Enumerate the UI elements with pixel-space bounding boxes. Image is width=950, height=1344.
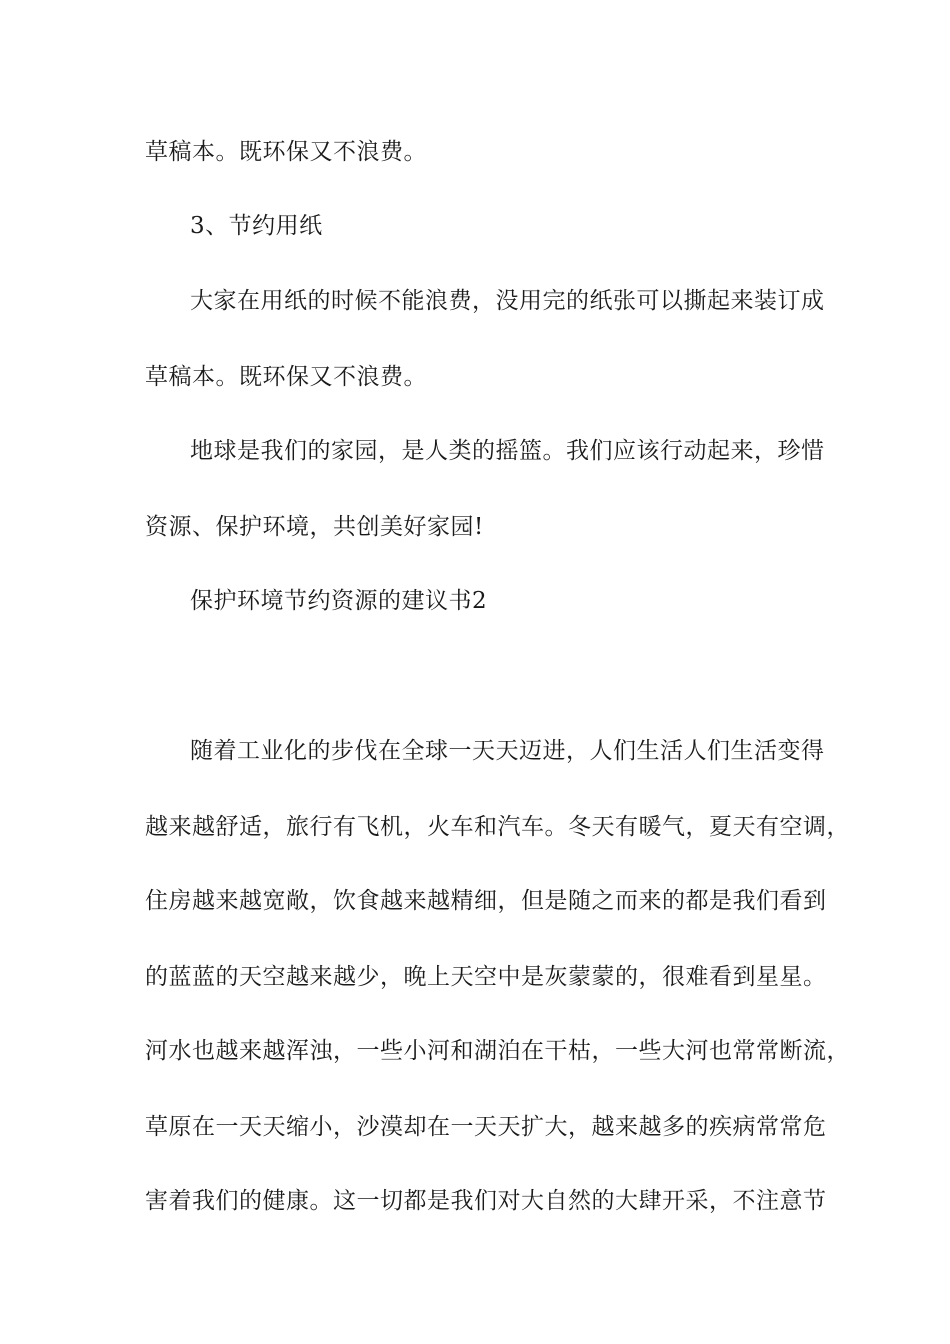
paragraph-line: 住房越来越宽敞，饮食越来越精细，但是随之而来的都是我们看到 bbox=[145, 888, 827, 914]
paragraph-line: 草稿本。既环保又不浪费。 bbox=[145, 364, 427, 390]
paragraph-line: 草稿本。既环保又不浪费。 bbox=[145, 139, 427, 165]
paragraph-line: 河水也越来越浑浊，一些小河和湖泊在干枯，一些大河也常常断流， bbox=[145, 1038, 850, 1064]
paragraph-line: 地球是我们的家园，是人类的摇篮。我们应该行动起来，珍惜 bbox=[190, 438, 825, 464]
paragraph-line: 害着我们的健康。这一切都是我们对大自然的大肆开采，不注意节 bbox=[145, 1188, 827, 1214]
paragraph-line: 随着工业化的步伐在全球一天天迈进，人们生活人们生活变得 bbox=[190, 738, 825, 764]
paragraph-line: 大家在用纸的时候不能浪费，没用完的纸张可以撕起来装订成 bbox=[190, 288, 825, 314]
document-title: 保护环境节约资源的建议书2 bbox=[190, 588, 488, 614]
section-heading: 3、节约用纸 bbox=[190, 213, 323, 239]
paragraph-line: 的蓝蓝的天空越来越少，晚上天空中是灰蒙蒙的，很难看到星星。 bbox=[145, 964, 827, 990]
paragraph-line: 越来越舒适，旅行有飞机，火车和汽车。冬天有暖气，夏天有空调， bbox=[145, 814, 850, 840]
paragraph-line: 草原在一天天缩小，沙漠却在一天天扩大，越来越多的疾病常常危 bbox=[145, 1114, 827, 1140]
paragraph-line: 资源、保护环境，共创美好家园! bbox=[145, 514, 484, 540]
